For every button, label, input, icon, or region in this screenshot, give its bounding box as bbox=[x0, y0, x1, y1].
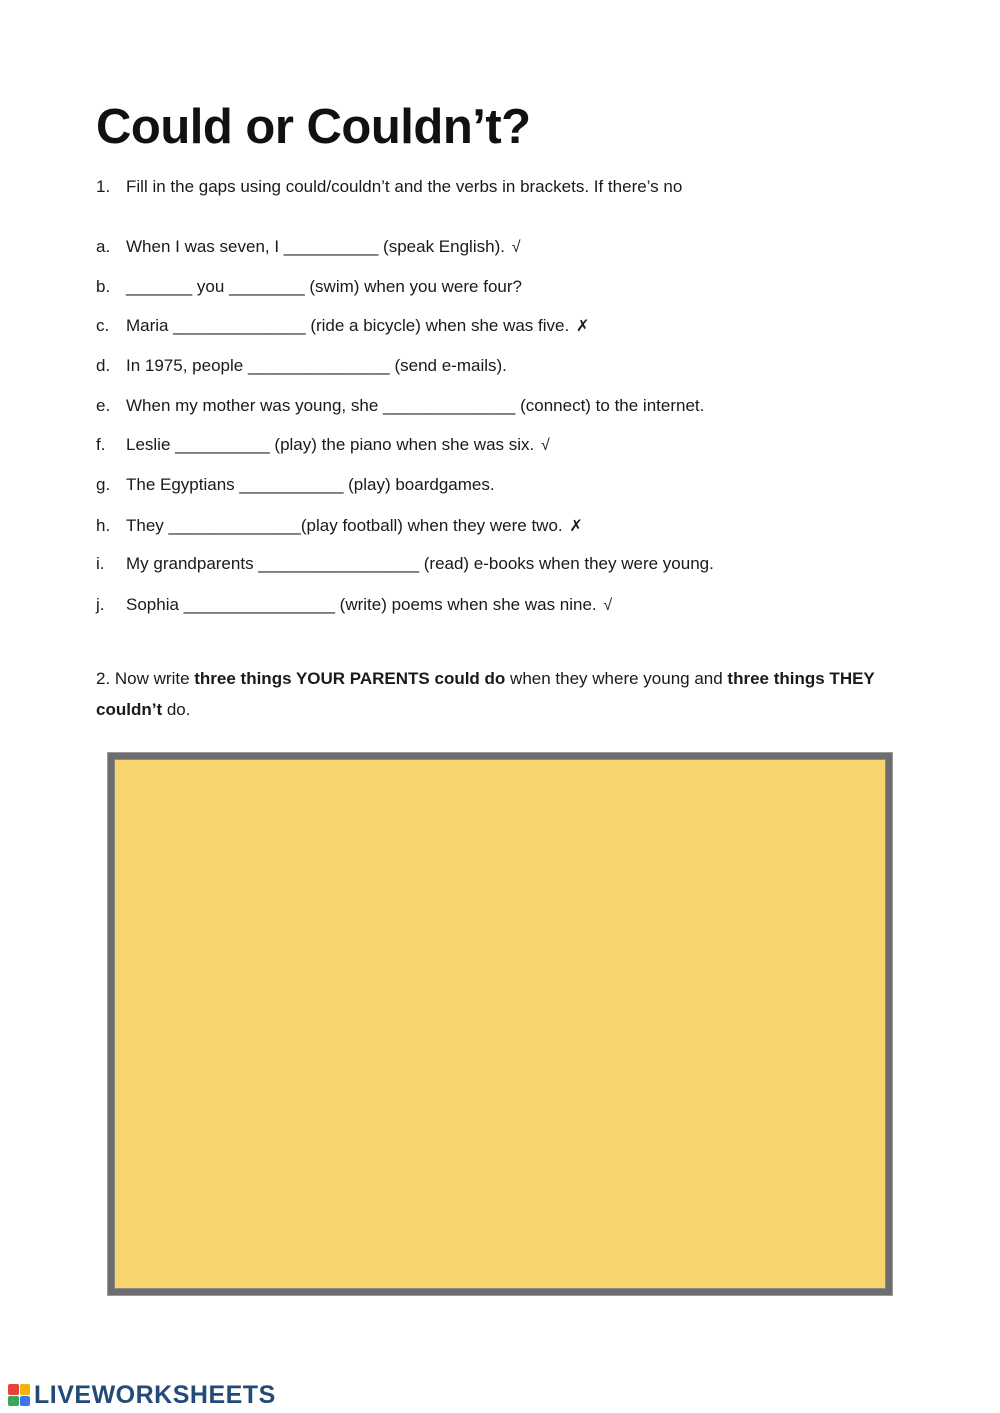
check-mark-icon: √ bbox=[511, 239, 521, 256]
exercise-item-i: i. My grandparents _________________ (read) e-books when they were young. bbox=[96, 554, 714, 573]
exercise-text[interactable]: _______ you ________ (swim) when you were four? bbox=[126, 277, 522, 296]
brand-name: LIVEWORKSHEETS bbox=[34, 1380, 276, 1409]
exercise-item-e: e. When my mother was young, she ______________ (connect) to the internet. bbox=[96, 396, 705, 415]
check-mark-icon: √ bbox=[603, 597, 613, 614]
exercise-text[interactable]: Maria ______________ (ride a bicycle) when she was five. bbox=[126, 316, 570, 335]
footer-branding bbox=[8, 1380, 276, 1410]
exercise-item-f: f. Leslie __________ (play) the piano when she was six. √ bbox=[96, 435, 550, 454]
exercise-text[interactable]: My grandparents _________________ (read) e-books when they were young. bbox=[126, 554, 714, 573]
exercise-item-b: b. _______ you ________ (swim) when you were four? bbox=[96, 277, 522, 296]
exercise-item-h: h. They ______________(play football) when they were two. ✗ bbox=[96, 516, 583, 535]
exercise-item-c: c. Maria ______________ (ride a bicycle) when she was five. ✗ bbox=[96, 316, 590, 335]
exercise-text[interactable]: Leslie __________ (play) the piano when she was six. bbox=[126, 435, 535, 454]
instruction-number: 1. bbox=[96, 177, 111, 196]
exercise-text[interactable]: In 1975, people _______________ (send e-mails). bbox=[126, 356, 507, 375]
exercise-item-g: g. The Egyptians ___________ (play) boardgames. bbox=[96, 475, 495, 494]
exercise-item-j: j. Sophia ________________ (write) poems when she was nine. √ bbox=[96, 595, 613, 614]
exercise-text[interactable]: They ______________(play football) when they were two. bbox=[126, 516, 563, 535]
answer-box[interactable] bbox=[108, 753, 892, 1295]
instruction-text: Fill in the gaps using could/couldn’t and the verbs in brackets. If there’s no bbox=[126, 177, 683, 196]
cross-mark-icon: ✗ bbox=[575, 318, 590, 335]
cross-mark-icon: ✗ bbox=[569, 518, 583, 535]
exercise-item-a: a. When I was seven, I __________ (speak English). √ bbox=[96, 237, 521, 256]
exercise-item-d: d. In 1975, people _______________ (send e-mails). bbox=[96, 356, 507, 375]
instruction bbox=[96, 176, 682, 198]
liveworksheets-logo-icon bbox=[8, 1384, 30, 1406]
check-mark-icon: √ bbox=[541, 437, 550, 454]
answer-textarea[interactable] bbox=[114, 759, 886, 1289]
exercise-text[interactable]: When my mother was young, she ______________ (connect) to the internet. bbox=[126, 396, 705, 415]
page-title: Could or Couldn’t? bbox=[96, 100, 531, 154]
task2-instruction: 2. Now write three things YOUR PARENTS could do when they where young and three things THEY couldn’t do. bbox=[96, 669, 875, 719]
exercise-text[interactable]: Sophia ________________ (write) poems when she was nine. bbox=[126, 595, 597, 614]
exercise-text[interactable]: When I was seven, I __________ (speak English). bbox=[126, 237, 505, 256]
exercise-text[interactable]: The Egyptians ___________ (play) boardgames. bbox=[126, 475, 495, 494]
